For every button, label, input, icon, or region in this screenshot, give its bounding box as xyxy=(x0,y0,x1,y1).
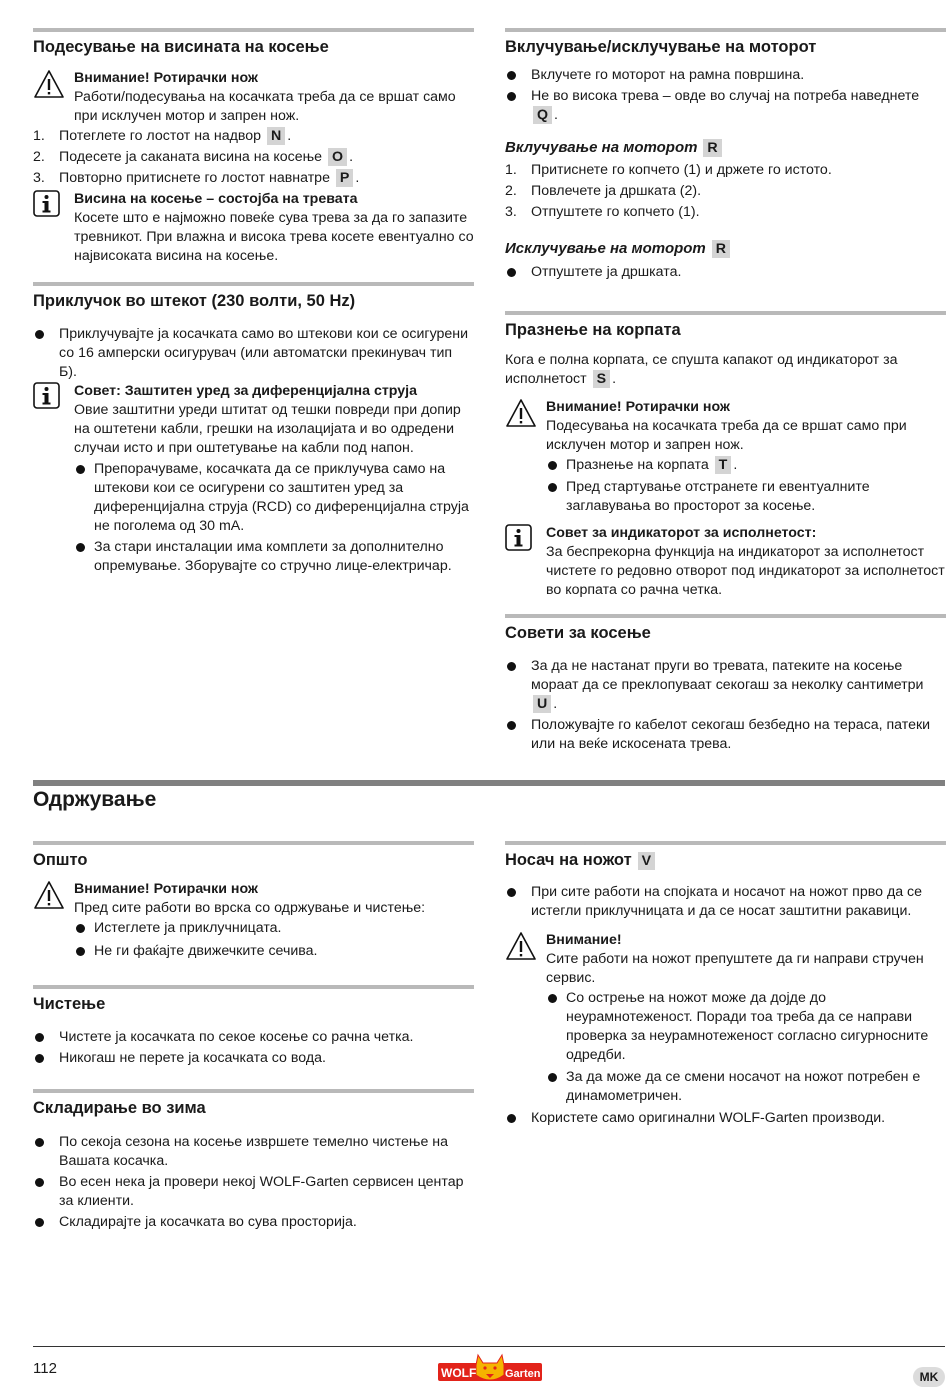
note-title: Совет за индикаторот за исполнетост: xyxy=(546,525,817,541)
section-title: Чистење xyxy=(33,995,106,1013)
note-text: За беспрекорна функција на индикаторот за исполнетост чистете го редовно отворот под индикаторот за исполнетост во корпата со рачна четка. xyxy=(546,544,945,598)
wolf-garten-logo xyxy=(438,1353,542,1385)
info-note xyxy=(505,524,946,600)
section-rule xyxy=(505,28,946,32)
list-item: Складирајте ја косачката во сува просторија. xyxy=(33,1213,474,1232)
warning-title: Внимание! Ротирачки нож xyxy=(546,399,730,415)
warning-title: Внимание! Ротирачки нож xyxy=(74,70,258,86)
note-text: Овие заштитни уреди штитат од тешки повреди при допир на оштетени кабли, грешки на изолацијата и во одредени случаи исто и при оштетување на кабли под напон. xyxy=(74,402,461,456)
note-title: Висина на косење – состојба на тревата xyxy=(74,191,358,207)
subsection-heading: Исклучување на моторот R xyxy=(505,238,946,260)
list-item: Никогаш не перете ја косачката со вода. xyxy=(33,1049,474,1068)
figure-tag: P xyxy=(336,169,353,187)
winter-storage-section xyxy=(33,1089,474,1232)
info-icon xyxy=(505,524,532,551)
list-item: 1. Притиснете го копчето (1) и држете го истото. xyxy=(505,162,832,178)
section-title: Празнење на корпата xyxy=(505,321,681,339)
warning-note xyxy=(505,931,946,1106)
steps-list xyxy=(33,126,474,189)
warning-note xyxy=(505,398,946,516)
chapter-rule xyxy=(33,780,945,786)
warning-triangle-icon xyxy=(505,931,537,961)
plug-section xyxy=(33,282,474,576)
section-title: Приклучок во штекот (230 волти, 50 Hz) xyxy=(33,292,356,310)
height-section xyxy=(33,28,474,266)
section-title: Подесување на висината на косење xyxy=(33,38,329,56)
figure-tag: O xyxy=(328,148,347,166)
warning-text: Подесувања на косачката треба да се вршат само при исклучен мотор и запрен нож. xyxy=(546,418,907,453)
logo-text-left: WOLF xyxy=(441,1366,477,1380)
section-title: Носач на ножот xyxy=(505,851,632,869)
section-title: Складирање во зима xyxy=(33,1099,206,1117)
list-item: 1. Потеглете го лостот на надвор N . xyxy=(33,128,292,144)
list-item: Положувајте го кабелот секогаш безбедно на тераса, патеки или на веќе искосената трева. xyxy=(505,716,946,754)
section-title: Совети за косење xyxy=(505,624,651,642)
subsection-heading: Вклучување на моторот R xyxy=(505,137,946,159)
section-rule xyxy=(33,282,474,286)
empty-basket-section xyxy=(505,311,946,600)
page-number: 112 xyxy=(33,1360,57,1377)
info-note xyxy=(33,382,474,576)
list-item: 3. Повторно притиснете го лостот навнатре P . xyxy=(33,170,360,186)
list-item: Не ги фаќајте движечките сечива. xyxy=(74,942,474,961)
figure-tag: N xyxy=(267,127,285,145)
list-item: 3. Отпуштете го копчето (1). xyxy=(505,204,700,220)
section-rule xyxy=(505,311,946,315)
list-item: Пред стартување отстранете ги евентуалните заглавувања во просторот за косење. xyxy=(546,478,946,516)
section-title: Вклучување/исклучување на моторот xyxy=(505,38,817,56)
list-item: Препорачуваме, косачката да се приклучува само на штекови кои се осигурени со заштитен уред за диференцијална струја (RCD) со диференцијална струја не поголема од 30 mA. xyxy=(74,460,474,536)
list-item: Отпуштете ја дршката. xyxy=(505,263,946,282)
warning-triangle-icon xyxy=(505,398,537,428)
logo-text-right: Garten xyxy=(505,1368,541,1380)
figure-tag: S xyxy=(593,370,610,388)
list-item: Приклучувајте ја косачката само во штекови кои се осигурени со 16 амперски осигурувач (или автоматски прекинувач тип Б). xyxy=(33,325,474,382)
footer-rule xyxy=(33,1346,945,1347)
figure-tag: T xyxy=(715,456,732,474)
list-item: Истеглете ја приклучницата. xyxy=(74,919,474,938)
motor-section xyxy=(505,28,946,282)
list-item: 2. Подесете ја саканата висина на косење O . xyxy=(33,149,354,165)
warning-title: Внимание! Ротирачки нож xyxy=(74,881,258,897)
warning-text: Сите работи на ножот препуштете да ги направи стручен сервис. xyxy=(546,951,924,986)
figure-tag: U xyxy=(533,695,551,713)
chapter-title: Одржување xyxy=(33,788,157,811)
section-rule xyxy=(33,841,474,845)
list-item: За да не настанат пруги во тревата, патеките на косење мораат да се преклопуваат секогаш за неколку сантиметри U . xyxy=(505,657,946,714)
intro-text: Кога е полна корпата, се спушта капакот од индикаторот за исполнетост S . xyxy=(505,352,898,387)
section-rule xyxy=(33,1089,474,1093)
language-badge: MK xyxy=(913,1367,945,1387)
list-item: Чистете ја косачката по секое косење со рачна четка. xyxy=(33,1028,474,1047)
list-item: Вклучете го моторот на рамна површина. xyxy=(505,66,946,85)
list-item: За стари инсталации има комплети за дополнително опремување. Зборувајте со стручно лице-електричар. xyxy=(74,538,474,576)
warning-text: Работи/подесувања на косачката треба да се вршат само при исклучен мотор и запрен нож. xyxy=(74,89,456,124)
warning-note xyxy=(33,880,474,961)
section-title-row xyxy=(505,849,946,871)
info-icon xyxy=(33,190,60,217)
list-item: Користете само оригинални WOLF-Garten производи. xyxy=(505,1109,946,1128)
section-rule xyxy=(505,841,946,845)
list-item: 2. Повлечете ја дршката (2). xyxy=(505,183,702,199)
cleaning-section xyxy=(33,985,474,1068)
warning-title: Внимание! xyxy=(546,932,622,948)
list-item: Со острење на ножот може да дојде до неурамнотеженост. Поради тоа треба да се направи проверка за неурамнотеженост согласно сигурносните одредби. xyxy=(546,989,946,1065)
warning-note xyxy=(33,69,474,126)
warning-text: Пред сите работи во врска со одржување и чистење: xyxy=(74,900,426,916)
section-rule xyxy=(33,985,474,989)
list-item: За да може да се смени носачот на ножот потребен е динамометричен. xyxy=(546,1068,946,1106)
warning-triangle-icon xyxy=(33,880,65,910)
list-item: При сите работи на спојката и носачот на ножот прво да се истегли приклучницата и да се носат заштитни ракавици. xyxy=(505,883,946,921)
mowing-tips-section xyxy=(505,614,946,754)
blade-holder-section xyxy=(505,841,946,1128)
list-item: Во есен нека ја провери некој WOLF-Garten сервисен центар за клиенти. xyxy=(33,1173,474,1211)
info-note xyxy=(33,190,474,266)
note-title: Совет: Заштитен уред за диференцијална струја xyxy=(74,383,417,399)
figure-tag: V xyxy=(638,852,655,870)
list-item: Празнење на корпата T . xyxy=(546,456,946,475)
list-item: По секоја сезона на косење извршете темелно чистење на Вашата косачка. xyxy=(33,1133,474,1171)
figure-tag: R xyxy=(703,139,721,157)
list-item: Не во висока трева – овде во случај на потреба наведнете Q . xyxy=(505,87,946,125)
figure-tag: R xyxy=(712,240,730,258)
section-title: Општо xyxy=(33,851,88,869)
figure-tag: Q xyxy=(533,106,552,124)
note-text: Косете што е најможно повеќе сува трева за да го запазите тревникот. При влажна и висока трева косете евентуално со највисоката висина на косење. xyxy=(74,210,474,264)
info-icon xyxy=(33,382,60,409)
warning-triangle-icon xyxy=(33,69,65,99)
general-section xyxy=(33,841,474,961)
section-rule xyxy=(505,614,946,618)
section-rule xyxy=(33,28,474,32)
